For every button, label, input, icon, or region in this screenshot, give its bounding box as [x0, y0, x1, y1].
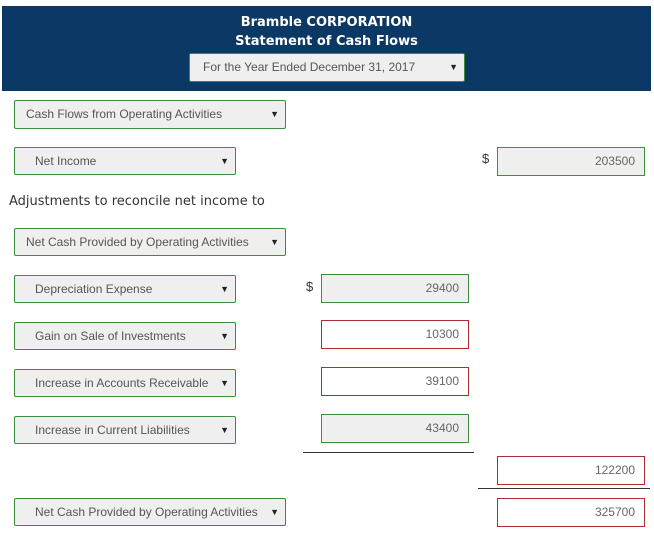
chevron-down-icon: ▼ [270, 237, 279, 247]
section-select-label: Cash Flows from Operating Activities [26, 107, 223, 121]
net-cash-amount[interactable]: 325700 [497, 498, 645, 527]
net-income-select[interactable] [14, 147, 236, 175]
currency-symbol: $ [306, 279, 314, 294]
chevron-down-icon: ▼ [270, 109, 279, 119]
adjustment-label: Increase in Current Liabilities [35, 423, 190, 437]
period-select[interactable] [189, 53, 465, 82]
net-income-amount[interactable]: 203500 [497, 147, 645, 176]
adjustment-label: Increase in Accounts Receivable [35, 376, 209, 390]
adjustment-label: Depreciation Expense [35, 282, 153, 296]
statement-title: Statement of Cash Flows [235, 34, 418, 49]
chevron-down-icon: ▼ [449, 62, 458, 72]
statement-header [2, 6, 651, 91]
adjustment-select[interactable] [14, 416, 236, 444]
company-name: Bramble CORPORATION [240, 15, 413, 30]
chevron-down-icon: ▼ [220, 331, 229, 341]
adjustment-select[interactable] [14, 275, 236, 303]
adjustment-amount[interactable]: 29400 [321, 274, 469, 303]
subtotal-rule [303, 452, 474, 453]
adjustments-total-amount[interactable]: 122200 [497, 456, 645, 485]
chevron-down-icon: ▼ [270, 507, 279, 517]
adjustment-select[interactable] [14, 369, 236, 397]
chevron-down-icon: ▼ [220, 378, 229, 388]
net-income-label: Net Income [35, 154, 97, 168]
adjustments-subtitle-select[interactable] [14, 228, 286, 256]
adjustment-amount[interactable]: 43400 [321, 414, 469, 443]
chevron-down-icon: ▼ [220, 284, 229, 294]
adjustment-select[interactable] [14, 322, 236, 350]
adjustments-text: Adjustments to reconcile net income to [9, 194, 265, 209]
adjustments-subtitle-label: Net Cash Provided by Operating Activities [26, 235, 249, 249]
net-cash-select[interactable] [14, 498, 286, 526]
chevron-down-icon: ▼ [220, 156, 229, 166]
currency-symbol: $ [482, 151, 490, 166]
adjustment-label: Gain on Sale of Investments [35, 329, 186, 343]
chevron-down-icon: ▼ [220, 425, 229, 435]
net-cash-label: Net Cash Provided by Operating Activities [35, 505, 258, 519]
adjustment-amount[interactable]: 39100 [321, 367, 469, 396]
section-select[interactable] [14, 100, 286, 129]
period-select-label: For the Year Ended December 31, 2017 [203, 60, 416, 74]
total-rule [478, 488, 650, 489]
adjustment-amount[interactable]: 10300 [321, 320, 469, 349]
